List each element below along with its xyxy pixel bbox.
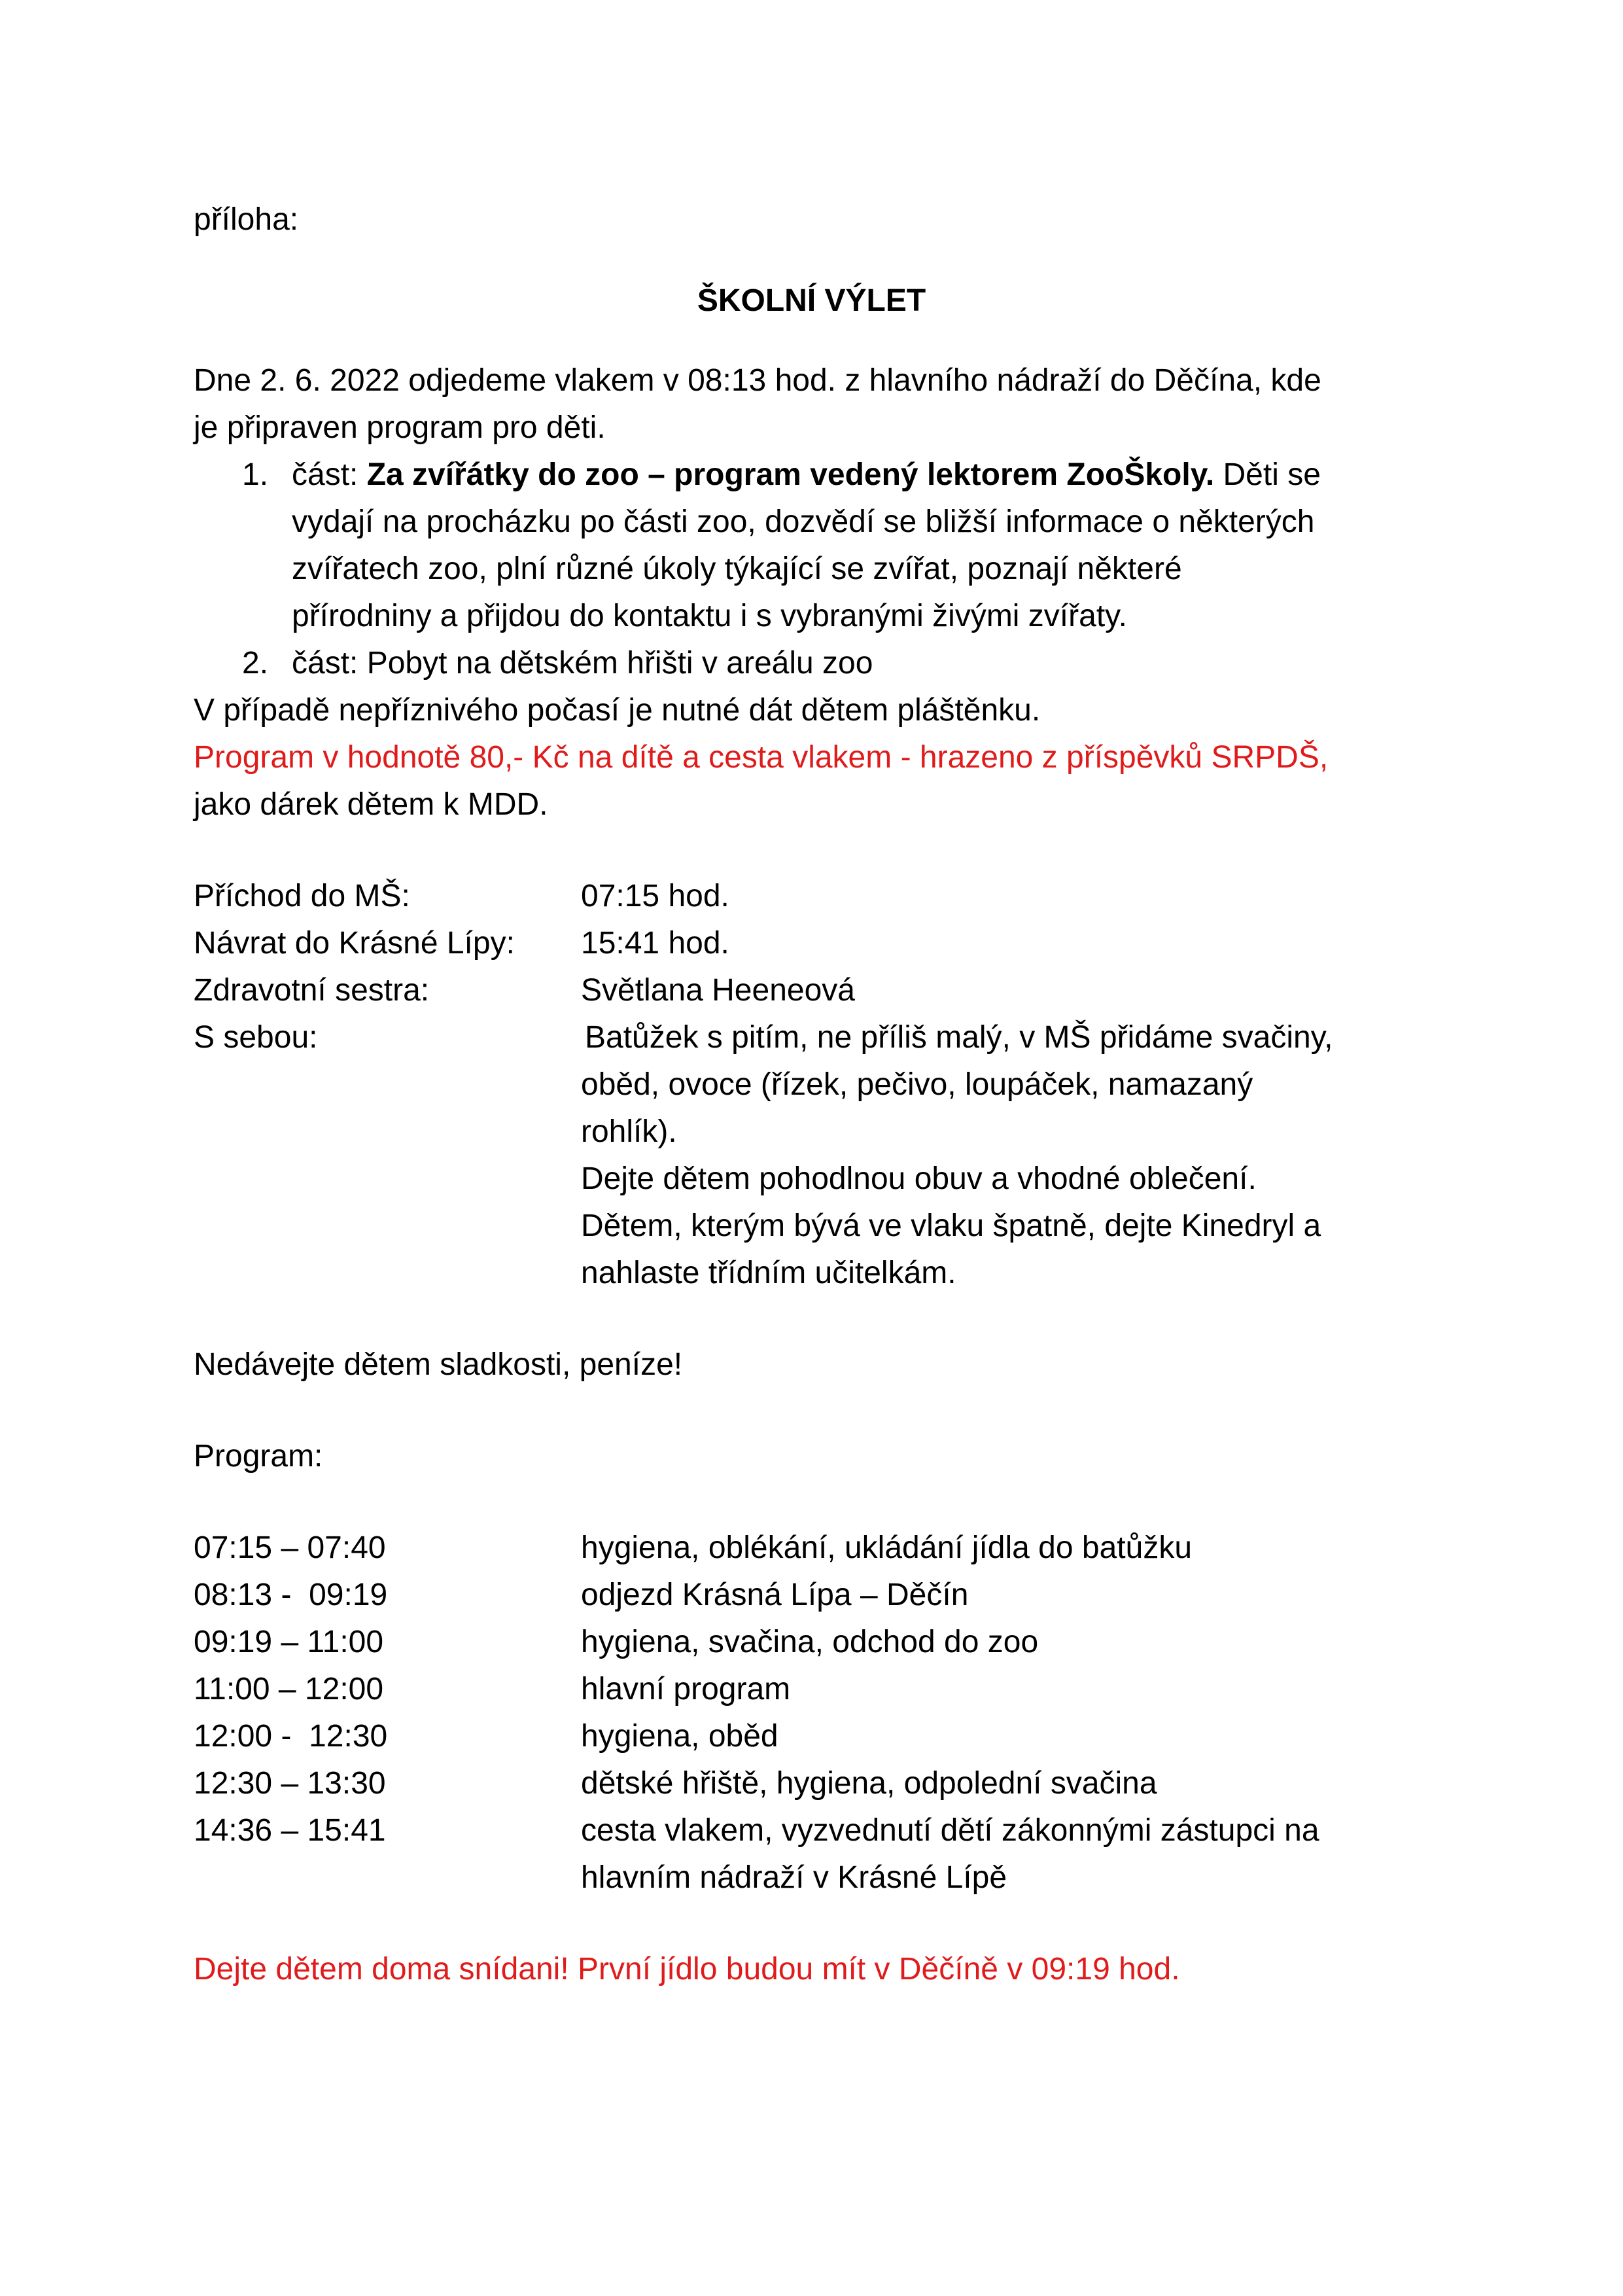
schedule-time-4: 11:00 – 12:00 xyxy=(194,1672,384,1706)
bring-line-3: rohlík). xyxy=(581,1114,677,1149)
list-item-1-line-4: přírodniny a přijdou do kontaktu i s vybranými živými zvířaty. xyxy=(292,599,1127,633)
schedule-time-3: 09:19 – 11:00 xyxy=(194,1625,384,1659)
list-item-1-bold: Za zvířátky do zoo – program vedený lektorem ZooŠkoly. xyxy=(366,457,1215,492)
list-item-1-line-2: vydají na procházku po části zoo, dozvědí se bližší informace o některých xyxy=(292,504,1315,539)
schedule-time-7: 14:36 – 15:41 xyxy=(194,1813,386,1848)
schedule-activity-3: hygiena, svačina, odchod do zoo xyxy=(581,1625,1039,1659)
schedule-time-1: 07:15 – 07:40 xyxy=(194,1530,386,1565)
schedule-activity-7-line-2: hlavním nádraží v Krásné Lípě xyxy=(581,1860,1007,1895)
info-value-nurse: Světlana Heeneová xyxy=(581,973,855,1008)
info-value-return: 15:41 hod. xyxy=(581,926,729,961)
schedule-time-6: 12:30 – 13:30 xyxy=(194,1766,386,1801)
schedule-activity-5: hygiena, oběd xyxy=(581,1719,778,1754)
bring-line-6: nahlaste třídním učitelkám. xyxy=(581,1256,956,1290)
schedule-time-5: 12:00 - 12:30 xyxy=(194,1719,388,1754)
list-item-1-prefix: část: xyxy=(292,457,367,492)
weather-note: V případě nepříznivého počasí je nutné dát dětem pláštěnku. xyxy=(194,693,1041,728)
schedule-activity-6: dětské hřiště, hygiena, odpolední svačina xyxy=(581,1766,1157,1801)
bring-line-4: Dejte dětem pohodlnou obuv a vhodné oblečení. xyxy=(581,1161,1257,1196)
schedule-activity-7: cesta vlakem, vyzvednutí dětí zákonnými zástupci na xyxy=(581,1813,1319,1848)
attachment-label: příloha: xyxy=(194,202,299,237)
info-label-nurse: Zdravotní sestra: xyxy=(194,973,430,1008)
info-label-arrival: Příchod do MŠ: xyxy=(194,879,410,913)
schedule-activity-2: odjezd Krásná Lípa – Děčín xyxy=(581,1578,969,1612)
document-title: ŠKOLNÍ VÝLET xyxy=(697,283,926,318)
payment-note-2: jako dárek dětem k MDD. xyxy=(194,787,548,822)
no-sweets-note: Nedávejte dětem sladkosti, peníze! xyxy=(194,1347,683,1382)
bring-line-2: oběd, ovoce (řízek, pečivo, loupáček, namazaný xyxy=(581,1067,1253,1102)
payment-note: Program v hodnotě 80,- Kč na dítě a cesta vlakem - hrazeno z příspěvků SRPDŠ, xyxy=(194,740,1329,775)
info-value-bring: Batůžek s pitím, ne příliš malý, v MŠ přidáme svačiny, xyxy=(585,1020,1333,1055)
intro-line-2: je připraven program pro děti. xyxy=(194,410,606,445)
program-label: Program: xyxy=(194,1439,323,1474)
info-label-bring: S sebou: xyxy=(194,1020,318,1055)
list-item-1-first-line xyxy=(292,451,1321,499)
list-item-1-line-3: zvířatech zoo, plní různé úkoly týkající se zvířat, poznají některé xyxy=(292,552,1182,586)
list-number-1: 1. xyxy=(242,457,269,492)
schedule-activity-4: hlavní program xyxy=(581,1672,791,1706)
list-number-2: 2. xyxy=(242,646,269,680)
bring-line-5: Dětem, kterým bývá ve vlaku špatně, dejte Kinedryl a xyxy=(581,1209,1321,1243)
info-value-arrival: 07:15 hod. xyxy=(581,879,729,913)
list-item-2: část: Pobyt na dětském hřišti v areálu zoo xyxy=(292,646,873,680)
schedule-time-2: 08:13 - 09:19 xyxy=(194,1578,388,1612)
info-label-return: Návrat do Krásné Lípy: xyxy=(194,926,515,961)
intro-line-1: Dne 2. 6. 2022 odjedeme vlakem v 08:13 hod. z hlavního nádraží do Děčína, kde xyxy=(194,363,1321,398)
schedule-activity-1: hygiena, oblékání, ukládání jídla do batůžku xyxy=(581,1530,1193,1565)
breakfast-note: Dejte dětem doma snídani! První jídlo budou mít v Děčíně v 09:19 hod. xyxy=(194,1952,1180,1987)
list-item-1-rest: Děti se xyxy=(1214,457,1321,492)
